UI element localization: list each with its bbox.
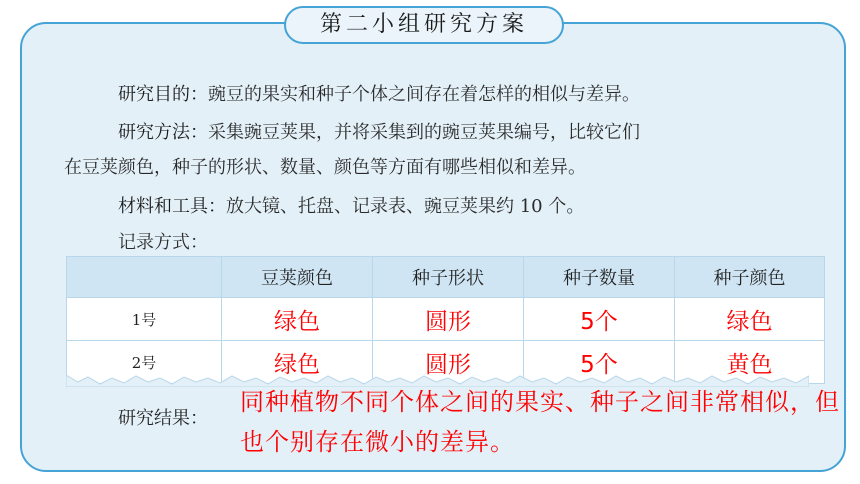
purpose-label: 研究目的：	[118, 84, 208, 105]
research-purpose	[118, 80, 640, 106]
cell-seed-count: 5个	[524, 298, 675, 341]
purpose-text: 豌豆的果实和种子个体之间存在着怎样的相似与差异。	[208, 84, 640, 105]
materials-text: 放大镜、托盘、记录表、豌豆荚果约 10 个。	[226, 196, 585, 217]
method-text-line2: 在豆荚颜色，种子的形状、数量、颜色等方面有哪些相似和差异。	[64, 157, 586, 178]
record-table	[66, 256, 825, 384]
table-header-seed-color: 种子颜色	[675, 257, 825, 298]
table-header-seed-shape: 种子形状	[373, 257, 524, 298]
cell-seed-color: 绿色	[675, 298, 825, 341]
table-header-pod-color: 豆荚颜色	[222, 257, 373, 298]
record-table-container	[66, 256, 809, 384]
cell-seed-shape: 圆形	[373, 298, 524, 341]
result-text: 同种植物不同个体之间的果实、种子之间非常相似，但也个别存在微小的差异。	[240, 388, 840, 456]
table-row	[67, 298, 825, 341]
materials-and-tools	[118, 192, 584, 218]
cell-seed-shape: 圆形	[373, 341, 524, 384]
record-method-label: 记录方式：	[118, 232, 208, 253]
materials-label: 材料和工具：	[118, 196, 226, 217]
table-header-blank	[67, 257, 222, 298]
cell-pod-color: 绿色	[222, 298, 373, 341]
method-text-line1: 采集豌豆荚果，并将采集到的豌豆荚果编号，比较它们	[208, 122, 640, 143]
cell-seed-color: 黄色	[675, 341, 825, 384]
row-number: 1号	[67, 298, 222, 341]
table-header-seed-count: 种子数量	[524, 257, 675, 298]
method-label: 研究方法：	[118, 122, 208, 143]
cell-seed-count: 5个	[524, 341, 675, 384]
table-header-row	[67, 257, 825, 298]
result-label: 研究结果：	[118, 408, 208, 429]
row-number: 2号	[67, 341, 222, 384]
plan-title: 第二小组研究方案	[284, 6, 564, 44]
cell-pod-color: 绿色	[222, 341, 373, 384]
research-method	[118, 118, 640, 144]
